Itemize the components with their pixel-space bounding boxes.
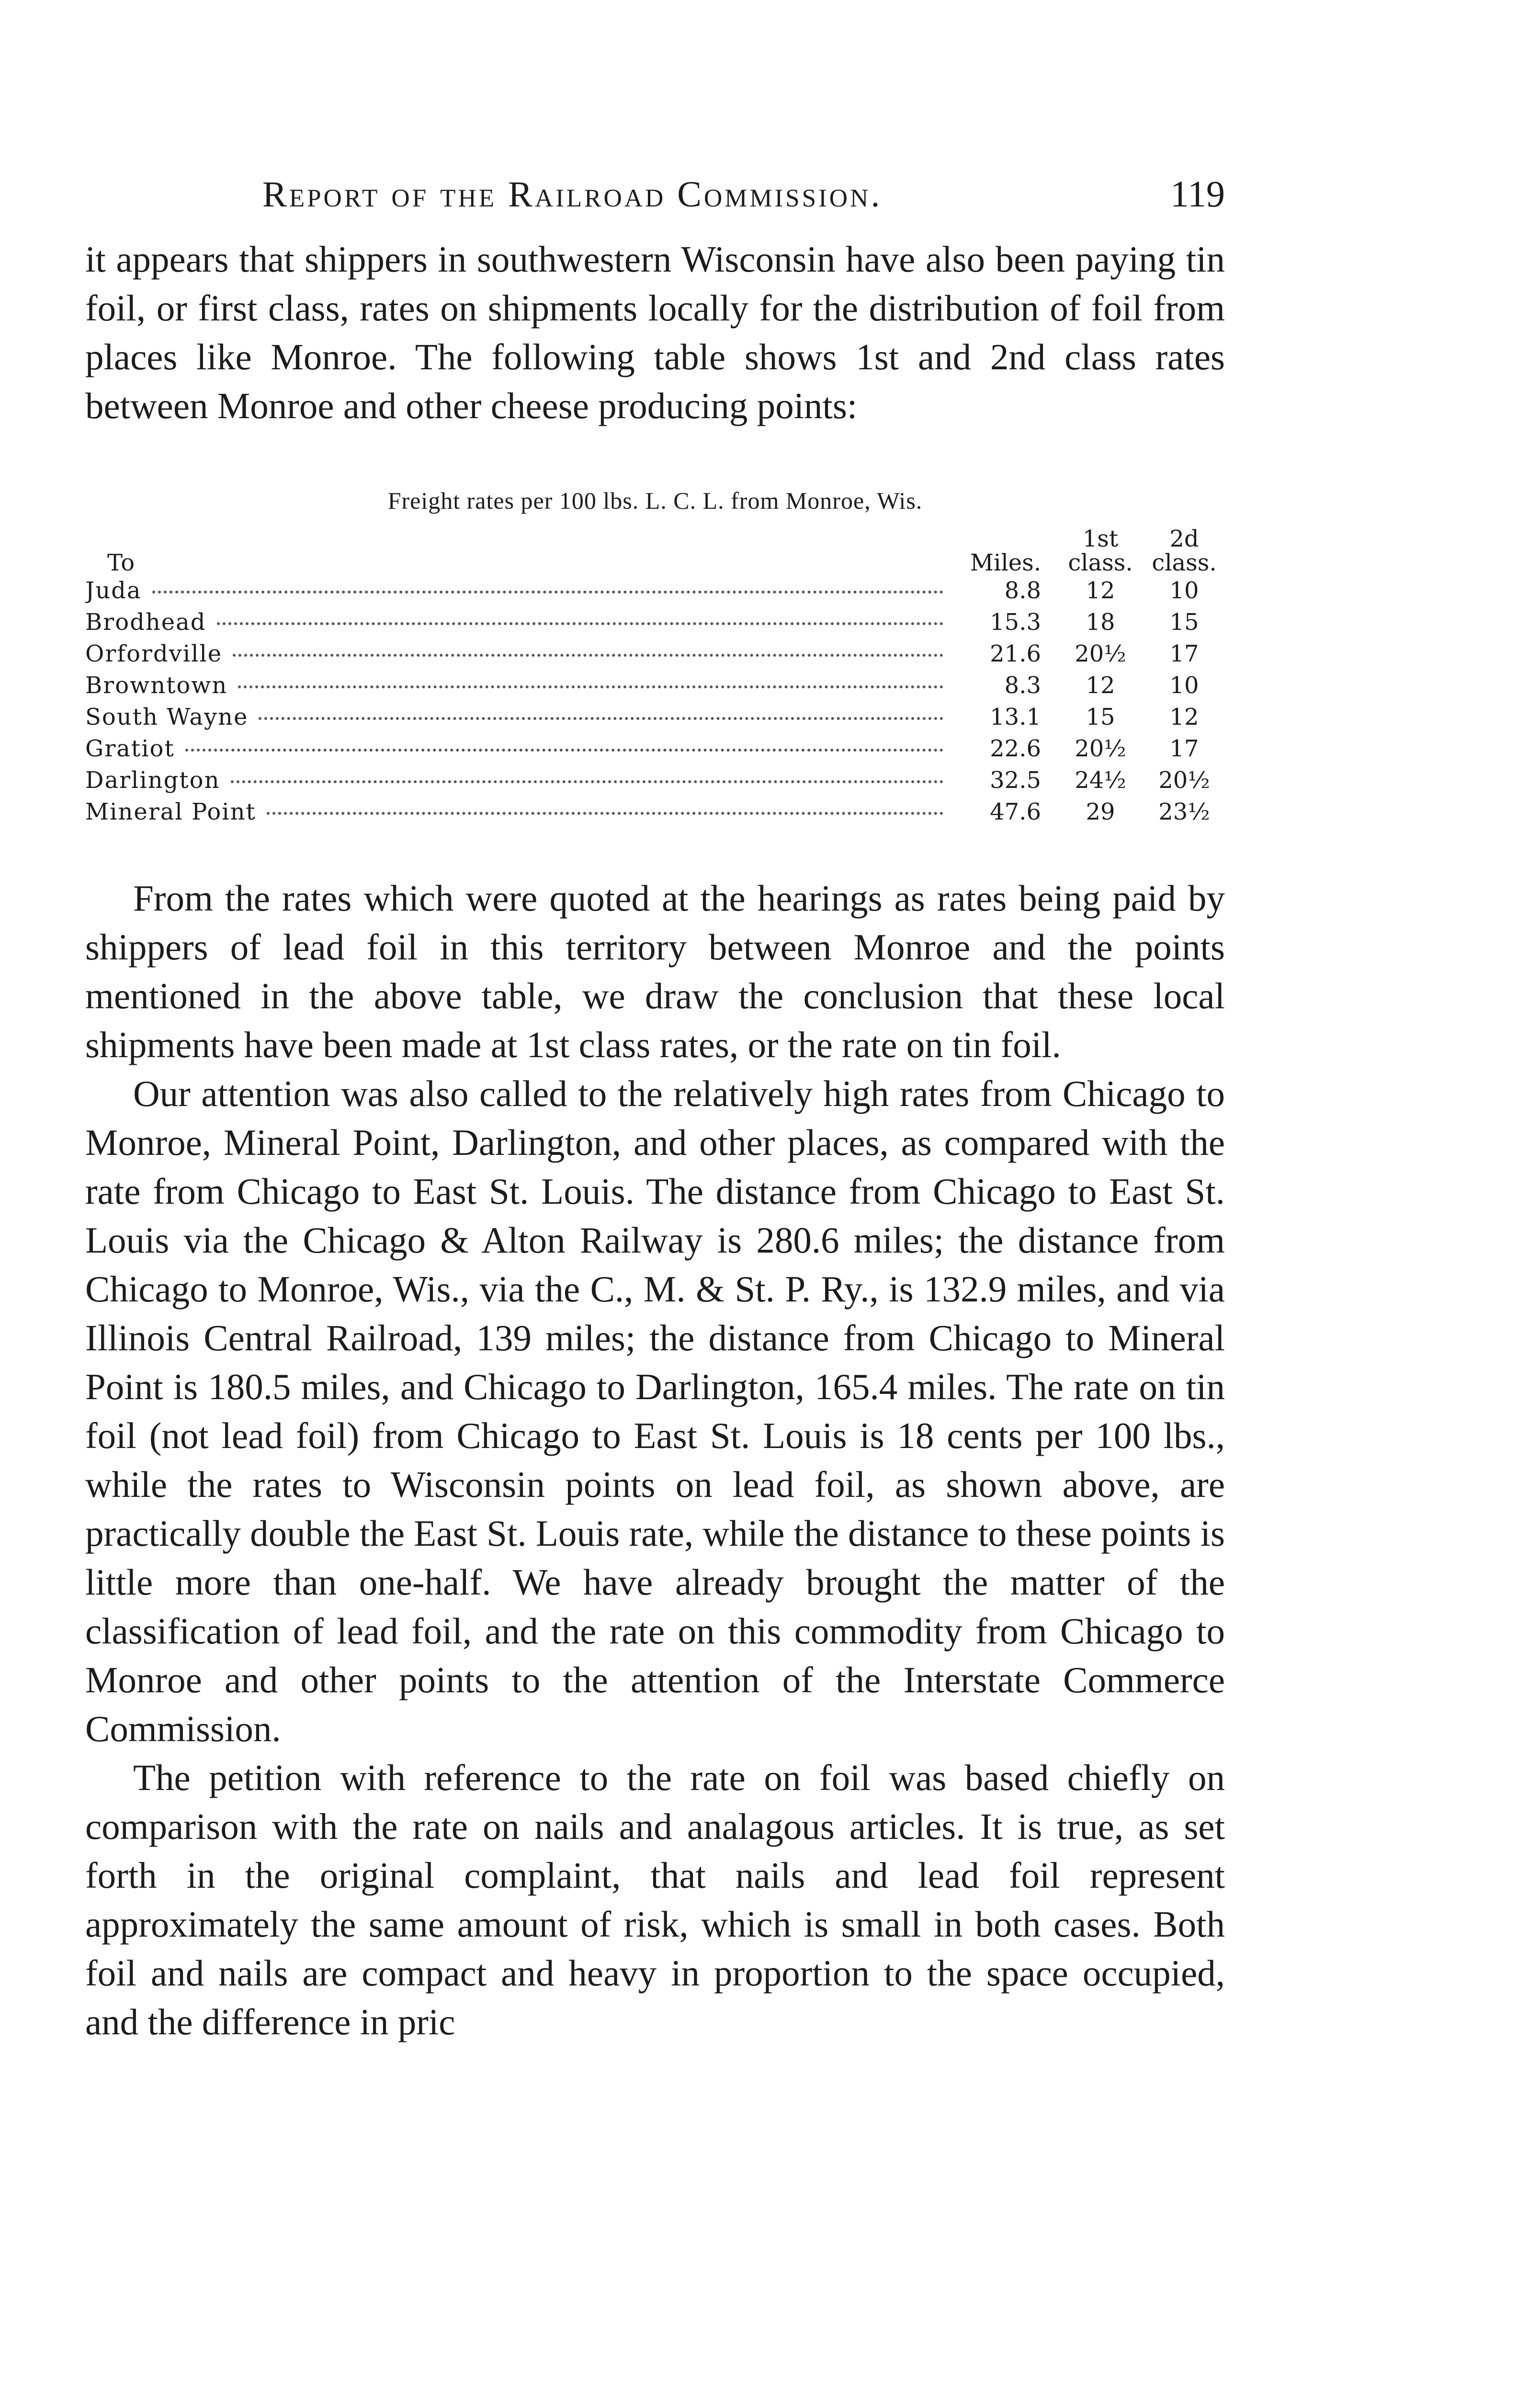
- place-name: Juda: [85, 577, 142, 604]
- table-row: [85, 764, 1225, 796]
- first-class-cell: 12: [1086, 577, 1115, 604]
- place-name: Mineral Point: [85, 798, 256, 825]
- miles-cell: 32.5: [990, 767, 1041, 794]
- miles-cell: 15.3: [990, 609, 1041, 636]
- dot-leader: [259, 717, 943, 720]
- second-class-cell: 23½: [1158, 798, 1210, 825]
- first-class-cell: 20½: [1075, 640, 1126, 667]
- place-name: Darlington: [85, 767, 220, 794]
- body-paragraph-petition: The petition with reference to the rate on foil was based chiefly on comparison with the rate on nails and analagous articles. It is true, as set forth in the original complaint, that nails and lead foil represent approximately the same amount of risk, which is small in both cases. Both foil and nails are compact and heavy in proportion to the space occupied, and the difference in pric: [85, 1757, 1225, 2042]
- miles-cell: 13.1: [990, 704, 1041, 730]
- header-first-class-top: 1st: [1082, 525, 1119, 552]
- dot-leader: [238, 685, 943, 688]
- second-class-cell: 15: [1169, 609, 1199, 636]
- table-row: [85, 733, 1225, 764]
- place-name: South Wayne: [85, 704, 249, 730]
- second-class-cell: 10: [1169, 672, 1199, 699]
- first-class-cell: 29: [1086, 798, 1115, 825]
- table-caption: Freight rates per 100 lbs. L. C. L. from Monroe, Wis.: [387, 487, 923, 514]
- table-row: [85, 701, 1225, 733]
- header-miles: Miles.: [970, 549, 1041, 576]
- table-header-row: [85, 527, 1225, 575]
- first-class-cell: 20½: [1075, 735, 1126, 762]
- second-class-cell: 20½: [1158, 767, 1210, 794]
- miles-cell: 47.6: [990, 798, 1041, 825]
- freight-rate-table-block: [85, 487, 1225, 828]
- place-name: Gratiot: [85, 735, 175, 762]
- running-title: Report of the Railroad Commission.: [262, 174, 883, 215]
- place-name: Browntown: [85, 672, 228, 699]
- body-paragraph-chicago-rates: Our attention was also called to the relatively high rates from Chicago to Monroe, Mineral Point, Darlington, and other places, as compared with the rate from Chicago to East St. Louis. The distance from Chicago to East St. Louis via the Chicago & Alton Railway is 280.6 miles; the distance from Chicago to Monroe, Wis., via the C., M. & St. P. Ry., is 132.9 miles, and via Illinois Central Railroad, 139 miles; the distance from Chicago to Mineral Point is 180.5 miles, and Chicago to Darlington, 165.4 miles. The rate on tin foil (not lead foil) from Chicago to East St. Louis is 18 cents per 100 lbs., while the rates to Wisconsin points on lead foil, as shown above, are practically double the East St. Louis rate, while the distance to these points is little more than one-half. We have already brought the matter of the classification of lead foil, and the rate on this commodity from Chicago to Monroe and other points to the attention of the Interstate Commerce Commission.: [85, 1073, 1225, 1749]
- freight-rate-table: [85, 527, 1225, 828]
- miles-cell: 8.3: [1004, 672, 1041, 699]
- dot-leader: [152, 591, 944, 593]
- dot-leader: [217, 622, 943, 625]
- table-row: [85, 670, 1225, 701]
- miles-cell: 8.8: [1004, 577, 1041, 604]
- header-to: [85, 527, 950, 575]
- second-class-cell: 10: [1169, 577, 1199, 604]
- body-paragraph-conclusion: From the rates which were quoted at the hearings as rates being paid by shippers of lead foil in this territory between Monroe and the points mentioned in the above table, we draw the conclusion that these local shipments have been made at 1st class rates, or the rate on tin foil.: [85, 878, 1225, 1065]
- running-header: [262, 172, 1225, 216]
- table-row: [85, 575, 1225, 606]
- dot-leader: [233, 654, 943, 657]
- table-row: [85, 638, 1225, 670]
- header-first-class-bottom: class.: [1068, 549, 1133, 576]
- dot-leader: [267, 812, 943, 815]
- intro-paragraph: it appears that shippers in southwestern Wisconsin have also been paying tin foil, or first class, rates on shipments locally for the distribution of foil from places like Monroe. The following table shows 1st and 2nd class rates between Monroe and other cheese producing points:: [85, 239, 1225, 426]
- table-row: [85, 606, 1225, 638]
- header-to-label: To: [107, 549, 135, 576]
- miles-cell: 21.6: [990, 640, 1041, 667]
- header-second-class: [1144, 527, 1225, 575]
- first-class-cell: 12: [1086, 672, 1115, 699]
- dot-leader: [231, 780, 944, 783]
- first-class-cell: 24½: [1075, 767, 1126, 794]
- second-class-cell: 17: [1169, 735, 1199, 762]
- first-class-cell: 18: [1086, 609, 1115, 636]
- header-second-class-bottom: class.: [1152, 549, 1217, 576]
- table-row: [85, 796, 1225, 828]
- header-first-class: [1057, 527, 1144, 575]
- miles-cell: 22.6: [990, 735, 1041, 762]
- place-name: Orfordville: [85, 640, 223, 667]
- second-class-cell: 12: [1169, 704, 1199, 730]
- dot-leader: [185, 749, 943, 752]
- document-page: [85, 172, 1225, 2046]
- header-second-class-top: 2d: [1169, 525, 1199, 552]
- page-number: 119: [1170, 173, 1225, 215]
- first-class-cell: 15: [1086, 704, 1115, 730]
- second-class-cell: 17: [1169, 640, 1199, 667]
- place-name: Brodhead: [85, 609, 206, 636]
